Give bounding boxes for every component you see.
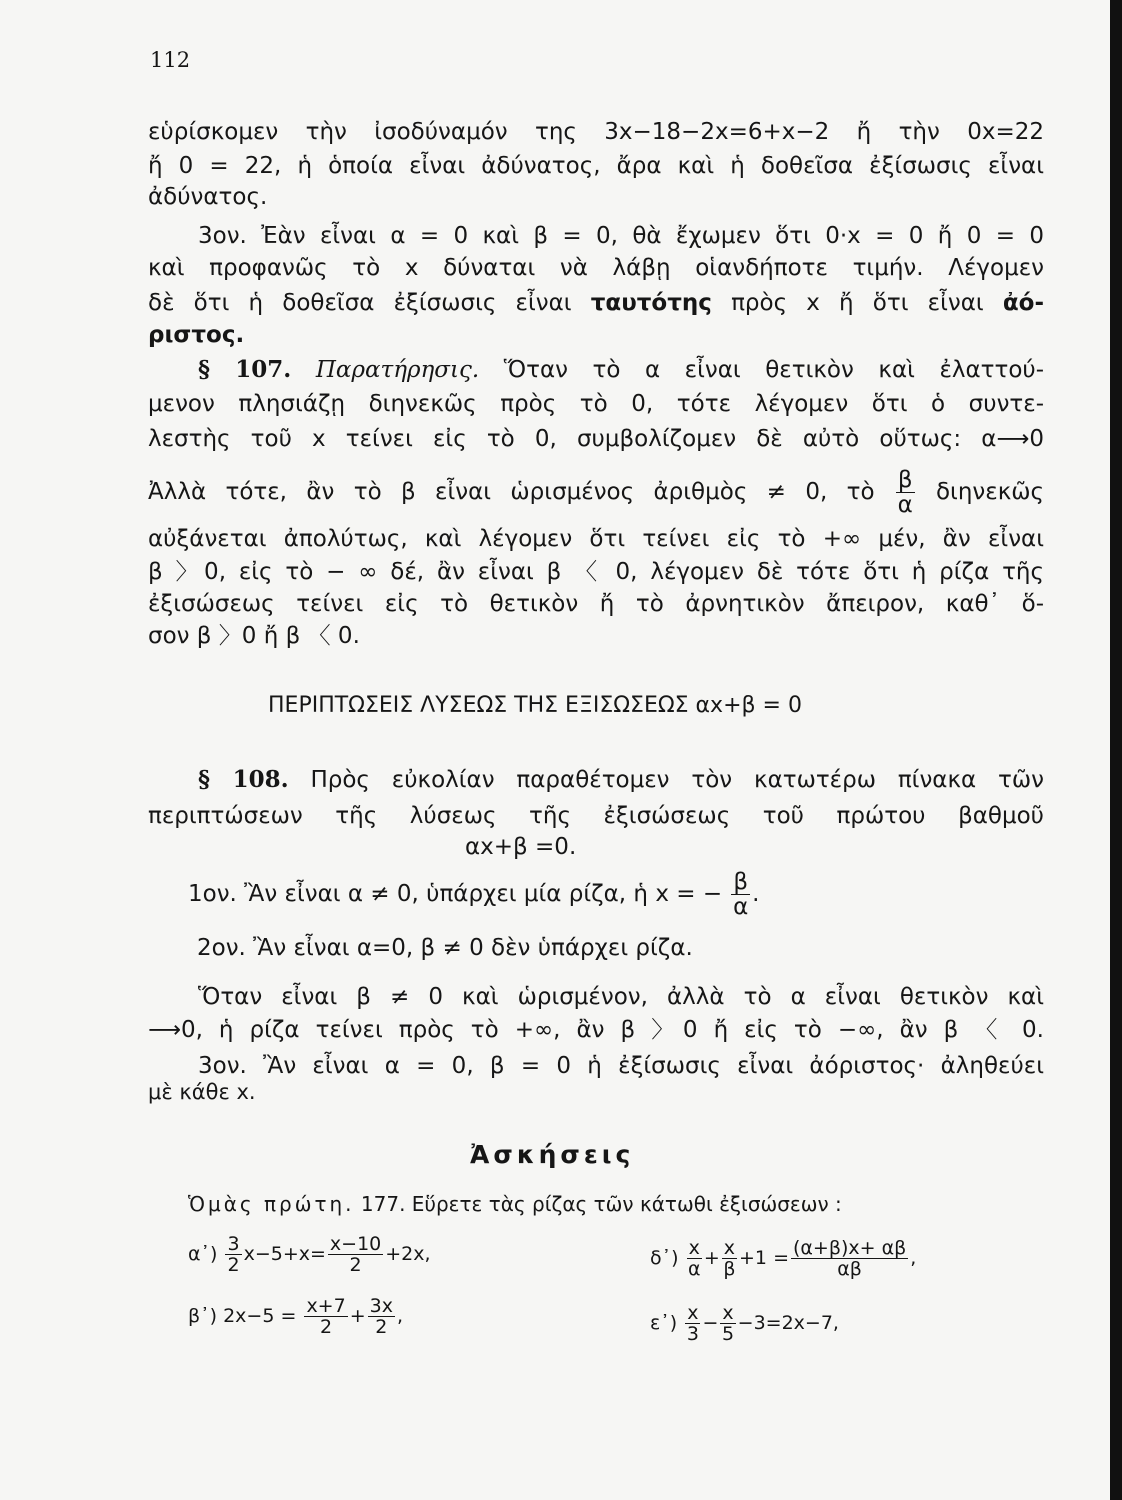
fraction: $\frac{x}{3}$ [686,1302,699,1345]
text-span: Ὅταν τὸ α εἶναι θετικὸν καὶ ἐλαττού- [503,357,1045,383]
section-107-first-line [198,355,1044,385]
text-span: . [752,881,760,907]
fraction: $\frac{x+7}{2}$ [306,1295,346,1338]
text-span: x−5+x= [243,1243,326,1265]
exercise-intro [188,1192,842,1216]
text-span: 1ον. Ἂν εἶναι α ≠ 0, ὑπάρχει μία ρίζα, ἡ x = − [188,881,723,907]
fraction: $\frac{3x}{2}$ [369,1295,393,1338]
text-span: Πρὸς εὐκολίαν παραθέτομεν τὸν κατωτέρω πίνακα τῶν [310,767,1044,793]
text-line: β 〉0, εἰς τὸ − ∞ δέ, ἂν εἶναι β 〈 0, λέγομεν δὲ τότε ὅτι ἡ ρίζα τῆς [148,559,1044,585]
emphasis-term: ἀό- [1002,290,1044,316]
text-span: − [702,1312,719,1334]
text-line: αὐξάνεται ἀπολύτως, καὶ λέγομεν ὅτι τείνει εἰς τὸ +∞ μέν, ἂν εἶναι [148,526,1044,552]
text-span: 177. Εὕρετε τὰς ρίζας τῶν κάτωθι ἐξισώσεων : [360,1192,842,1216]
fraction: $\frac{\beta}{\alpha}$ [733,869,749,920]
text-span: δὲ ὅτι ἡ δοθεῖσα ἐξίσωσις εἶναι [148,290,572,316]
case-3: 3ον. Ἂν εἶναι α = 0, β = 0 ἡ ἐξίσωσις εἶναι ἀόριστος· ἀληθεύει [198,1053,1044,1079]
emphasis-term: ριστος. [148,322,245,348]
text-span: −3=2x−7, [737,1312,839,1334]
text-line: εὑρίσκομεν τὴν ἰσοδύναμόν της 3x−18−2x=6+x−2 ἤ τὴν 0x=22 [148,119,1044,145]
exercise-a [188,1234,431,1275]
exercise-label: ε᾽) [650,1312,678,1334]
exercise-b [188,1296,403,1337]
fraction: $\frac{\beta}{\alpha}$ [897,467,913,518]
section-108-first-line [198,765,1044,795]
text-line: περιπτώσεων τῆς λύσεως τῆς ἐξισώσεως τοῦ πρώτου βαθμοῦ [148,803,1044,829]
fraction: $\frac{3}{2}$ [227,1233,240,1276]
exercise-d [650,1238,916,1279]
fraction: $\frac{x}{5}$ [721,1302,735,1345]
section-number: § 108. [198,766,289,793]
case-1 [188,868,759,920]
emphasis-term: ταυτότης [590,290,712,316]
text-span: +2x, [385,1243,431,1265]
text-line: 3ον. Ἐὰν εἶναι α = 0 καὶ β = 0, θὰ ἔχωμεν ὅτι 0·x = 0 ἤ 0 = 0 [198,223,1044,249]
exercises-title: Ἀσκήσεις [470,1140,635,1169]
text-line: ἤ 0 = 22, ἡ ὁποία εἶναι ἀδύνατος, ἄρα καὶ ἡ δοθεῖσα ἐξίσωσις εἶναι [148,153,1044,179]
text-span: διηνεκῶς [935,479,1045,505]
fraction: $\frac{x}{\beta}$ [723,1237,736,1280]
text-line: Ὅταν εἶναι β ≠ 0 καὶ ὡρισμένον, ἀλλὰ τὸ α εἶναι θετικὸν καὶ [198,984,1044,1010]
fraction: $\frac{(\alpha+\beta)x+ \alpha\beta}{\alpha\beta}$ [792,1237,907,1280]
section-number: § 107. [198,356,292,383]
equation: αx+β =0. [465,834,577,860]
text-span: Ἀλλὰ τότε, ἂν τὸ β εἶναι ὡρισμένος ἀριθμὸς ≠ 0, τὸ [148,479,875,505]
text-line: ἀδύνατος. [148,184,268,210]
text-line [148,288,1044,318]
exercise-group: Ὁμὰς πρώτη. [188,1192,355,1216]
text-span: +1 = [739,1247,789,1269]
text-span: , [910,1247,917,1269]
text-line: ⟶0, ἡ ρίζα τείνει πρὸς τὸ +∞, ἂν β 〉0 ἤ εἰς τὸ −∞, ἂν β 〈 0. [148,1017,1044,1043]
section-title: Παρατήρησις. [315,357,480,383]
exercise-label: β᾽) 2x−5 = [188,1305,297,1327]
text-line: μὲ κάθε x. [148,1080,256,1104]
text-span: , [396,1305,404,1327]
text-span: πρὸς x ἤ ὅτι εἶναι [731,290,984,316]
text-line: λεστὴς τοῦ x τείνει εἰς τὸ 0, συμβολίζομεν δὲ αὐτὸ οὕτως: α⟶0 [148,426,1044,452]
text-line: ἐξισώσεως τείνει εἰς τὸ θετικὸν ἤ τὸ ἀρνητικὸν ἄπειρον, καθ᾽ ὅ- [148,591,1044,617]
text-span: + [349,1305,366,1327]
section-heading: ΠΕΡΙΠΤΩΣΕΙΣ ΛΥΣΕΩΣ ΤΗΣ ΕΞΙΣΩΣΕΩΣ αx+β = 0 [268,693,802,718]
text-line: μενον πλησιάζῃ διηνεκῶς πρὸς τὸ 0, τότε λέγομεν ὅτι ὁ συντε- [148,391,1044,417]
fraction: $\frac{x}{\alpha}$ [687,1237,701,1280]
page-edge-shadow [1110,0,1122,1500]
exercise-e [650,1303,839,1344]
text-line: καὶ προφανῶς τὸ x δύναται νὰ λάβῃ οἱανδήποτε τιμήν. Λέγομεν [148,255,1044,281]
exercise-label: α᾽) [188,1243,218,1265]
fraction: $\frac{x-10}{2}$ [329,1233,382,1276]
exercise-label: δ᾽) [650,1247,679,1269]
case-2: 2ον. Ἂν εἶναι α=0, β ≠ 0 δὲν ὑπάρχει ρίζα. [197,935,693,961]
page-number: 112 [150,48,191,72]
text-line: σον β 〉0 ἤ β 〈 0. [148,623,360,649]
text-line [148,466,1044,518]
text-span: + [703,1247,720,1269]
